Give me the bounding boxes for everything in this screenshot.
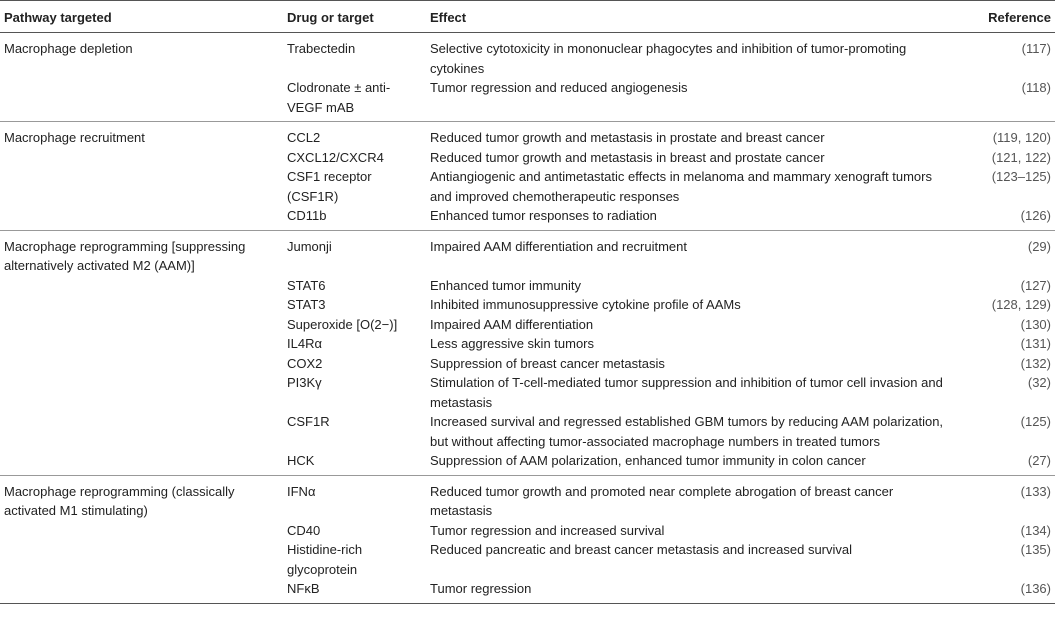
drug-cell: HCK bbox=[283, 451, 426, 475]
drug-cell: CSF1R bbox=[287, 414, 330, 429]
header-pathway: Pathway targeted bbox=[0, 1, 283, 33]
reference-cell: (119, 120) bbox=[992, 130, 1051, 145]
effect-cell: Tumor regression bbox=[426, 579, 948, 603]
reference-cell: (134) bbox=[1020, 522, 1051, 538]
reference-cell: (118) bbox=[948, 78, 1055, 122]
effect-cell: Antiangiogenic and antimetastatic effects in melanoma and mammary xenograft tumors and improved chemotherapeutic responses bbox=[430, 169, 932, 204]
reference-cell: (135) bbox=[1020, 542, 1051, 557]
header-row bbox=[0, 1, 1055, 33]
table-row bbox=[0, 167, 1055, 206]
effect-cell: Enhanced tumor immunity bbox=[430, 277, 582, 293]
reference-cell: (121, 122) bbox=[991, 149, 1051, 165]
effect-cell: Inhibited immunosuppressive cytokine profile of AAMs bbox=[430, 297, 741, 312]
pathway-cell: Macrophage reprogramming [suppressing alternatively activated M2 (AAM)] bbox=[4, 238, 246, 273]
effect-cell: Suppression of breast cancer metastasis bbox=[430, 355, 665, 371]
reference-cell: (133) bbox=[1020, 483, 1051, 499]
pathway-cell bbox=[0, 167, 283, 206]
table-row bbox=[0, 295, 1055, 315]
pathway-cell bbox=[0, 354, 283, 374]
pathway-cell bbox=[0, 206, 283, 230]
drug-cell: COX2 bbox=[287, 355, 323, 371]
pathway-cell bbox=[0, 295, 283, 315]
effect-cell: Increased survival and regressed established GBM tumors by reducing AAM polarization, but without affecting tumor-associated macrophage numbers in treated tumors bbox=[430, 414, 944, 449]
drug-cell: STAT3 bbox=[287, 297, 326, 312]
effect-cell: Impaired AAM differentiation and recruitment bbox=[430, 238, 688, 254]
effect-cell: Reduced pancreatic and breast cancer metastasis and increased survival bbox=[430, 542, 853, 557]
drug-cell: IFNα bbox=[287, 483, 316, 499]
table-row bbox=[0, 276, 1055, 296]
header-effect: Effect bbox=[426, 1, 948, 33]
reference-cell: (131) bbox=[1020, 336, 1051, 351]
table-row bbox=[0, 33, 1055, 79]
reference-cell: (130) bbox=[1020, 316, 1051, 332]
effect-cell: Suppression of AAM polarization, enhanced tumor immunity in colon cancer bbox=[426, 451, 948, 475]
reference-cell: (27) bbox=[948, 451, 1055, 475]
effect-cell: Tumor regression and reduced angiogenesis bbox=[426, 78, 948, 122]
effect-cell: Reduced tumor growth and metastasis in prostate and breast cancer bbox=[430, 130, 825, 145]
pathway-cell bbox=[0, 334, 283, 354]
effect-cell: Reduced tumor growth and promoted near complete abrogation of breast cancer metastasis bbox=[430, 483, 894, 518]
drug-cell: IL4Rα bbox=[287, 336, 322, 351]
pathway-cell bbox=[0, 451, 283, 475]
table-row bbox=[0, 334, 1055, 354]
table-row bbox=[0, 315, 1055, 335]
pathway-cell: Macrophage recruitment bbox=[4, 130, 145, 145]
header-drug: Drug or target bbox=[283, 1, 426, 33]
table-row bbox=[0, 206, 1055, 230]
table-row bbox=[0, 540, 1055, 579]
effect-cell: Less aggressive skin tumors bbox=[430, 336, 595, 351]
reference-cell: (128, 129) bbox=[991, 297, 1051, 312]
effect-cell: Impaired AAM differentiation bbox=[430, 316, 594, 332]
drug-cell: CXCL12/CXCR4 bbox=[287, 149, 384, 165]
pathway-cell bbox=[0, 148, 283, 168]
table-row bbox=[0, 412, 1055, 451]
pathway-cell: Macrophage depletion bbox=[4, 41, 133, 56]
table-row bbox=[0, 230, 1055, 276]
drug-cell: Clodronate ± anti-VEGF mAB bbox=[283, 78, 426, 122]
header-reference: Reference bbox=[948, 1, 1055, 33]
effect-cell: Stimulation of T-cell-mediated tumor suppression and inhibition of tumor cell invasion and metastasis bbox=[430, 375, 943, 410]
table-row bbox=[0, 148, 1055, 168]
effect-cell: Enhanced tumor responses to radiation bbox=[426, 206, 948, 230]
table-row bbox=[0, 122, 1055, 148]
table-row bbox=[0, 521, 1055, 541]
reference-cell: (127) bbox=[1020, 277, 1051, 293]
effect-cell: Reduced tumor growth and metastasis in breast and prostate cancer bbox=[430, 149, 825, 165]
drug-cell: Trabectedin bbox=[287, 41, 356, 56]
reference-cell: (123–125) bbox=[991, 169, 1051, 184]
effect-cell: Tumor regression and increased survival bbox=[430, 522, 665, 538]
reference-cell: (32) bbox=[1027, 375, 1051, 390]
drug-cell: CD11b bbox=[283, 206, 426, 230]
table-body bbox=[0, 33, 1055, 604]
reference-cell: (132) bbox=[1020, 355, 1051, 371]
pathway-cell bbox=[0, 540, 283, 579]
reference-cell: (136) bbox=[948, 579, 1055, 603]
reference-cell: (117) bbox=[1021, 41, 1051, 56]
drug-cell: CCL2 bbox=[287, 130, 321, 145]
drug-cell: Superoxide [O(2−)] bbox=[287, 316, 398, 332]
pathway-cell bbox=[0, 521, 283, 541]
drug-cell: NFκB bbox=[283, 579, 426, 603]
reference-cell: (126) bbox=[948, 206, 1055, 230]
drug-cell: CD40 bbox=[287, 522, 321, 538]
effect-cell: Selective cytotoxicity in mononuclear phagocytes and inhibition of tumor-promoting cytokines bbox=[430, 41, 907, 76]
reference-cell: (29) bbox=[1027, 238, 1051, 254]
pathway-cell bbox=[0, 412, 283, 451]
drug-cell: PI3Kγ bbox=[287, 375, 322, 390]
table-row bbox=[0, 475, 1055, 521]
pathway-cell bbox=[0, 315, 283, 335]
drug-cell: Histidine-rich glycoprotein bbox=[287, 542, 363, 577]
pathway-cell bbox=[0, 373, 283, 412]
pathway-cell bbox=[0, 579, 283, 603]
pathway-cell: Macrophage reprogramming (classically activated M1 stimulating) bbox=[4, 483, 235, 518]
drug-cell: STAT6 bbox=[287, 277, 326, 293]
table-row bbox=[0, 78, 1055, 122]
drug-cell: Jumonji bbox=[287, 238, 332, 254]
table-row bbox=[0, 451, 1055, 475]
reference-cell: (125) bbox=[1020, 414, 1051, 429]
drug-cell: CSF1 receptor (CSF1R) bbox=[287, 169, 372, 204]
table-row bbox=[0, 373, 1055, 412]
pathway-cell bbox=[0, 78, 283, 122]
table-row bbox=[0, 354, 1055, 374]
table-row bbox=[0, 579, 1055, 603]
pathway-cell bbox=[0, 276, 283, 296]
